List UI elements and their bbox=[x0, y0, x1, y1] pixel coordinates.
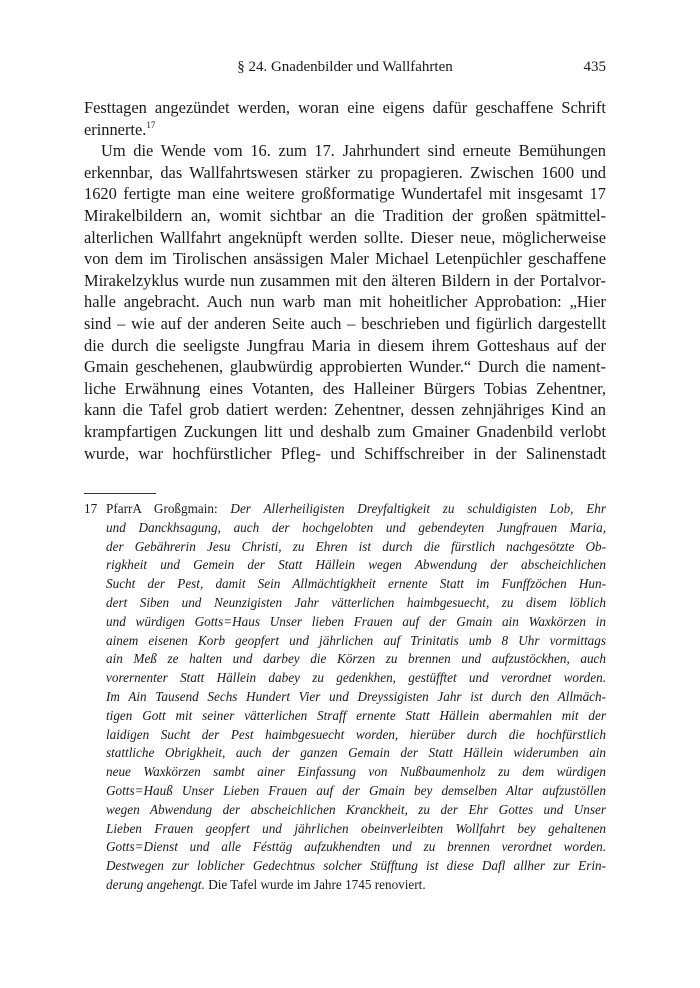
text-line: sind – wie auf der anderen Seite auch – beschrieben und figürlich dargestellt bbox=[84, 313, 606, 333]
text-line: kann die Tafel grob datiert werden: Zehentner, dessen zehnjähriges Kind an bbox=[84, 400, 606, 420]
body-text bbox=[84, 97, 606, 464]
text-line: Um die Wende vom 16. zum 17. Jahrhundert sind erneute Bemühungen bbox=[101, 141, 606, 161]
text-line: wurde, war hochfürstlicher Pfleg- und Schiffschreiber in der Salinenstadt bbox=[84, 443, 606, 463]
text-line: die durch die seeligste Jungfrau Maria in diesem ihrem Gotteshaus auf der bbox=[84, 335, 606, 355]
footnote-line: Im Ain Tausend Sechs Hundert Vier und Dreyssigisten Jahr ist durch den Allmäch- bbox=[106, 688, 606, 704]
footnote-line: stattliche Obrigkheit, auch der ganzen Gemain der Statt Hällein widerumben ain bbox=[106, 745, 606, 761]
footnote-body bbox=[106, 500, 606, 895]
text-line: krampfartigen Zuckungen litt und deshalb zum Gmainer Gnadenbild verlobt bbox=[84, 421, 606, 441]
footnote-reference[interactable]: 17 bbox=[146, 119, 156, 130]
footnote-line: Lieben Frauen geopfert und jährlichen obeinverleibten Wollfahrt bey gehaltenen bbox=[106, 820, 606, 836]
text-line: von dem im Tirolischen ansässigen Maler Michael Letenpüchler geschaffene bbox=[84, 249, 606, 269]
text-fragment: erinnerte. bbox=[84, 119, 147, 139]
footnote-line bbox=[106, 500, 606, 519]
running-head: § 24. Gnadenbilder und Wallfahrten bbox=[237, 59, 453, 75]
footnote-line: vorernenter Statt Hällein dabey zu gedenkhen, gestüfftet und verordnet worden. bbox=[106, 670, 606, 686]
footnote-line: laidigen Sucht der Pest haimbgesuecht worden, hierüber durch die hochfürstlich bbox=[106, 726, 606, 742]
page-header bbox=[84, 59, 606, 81]
footnote-line: Gotts=Dienst und alle Fésttäg aufzukhendten und zu brennen verordnet worden. bbox=[106, 839, 606, 855]
footnote-quote-end: derung angehengt. bbox=[106, 876, 205, 892]
text-line: Mirakelbildern an, womit sichtbar an die Tradition der großen spätmittel- bbox=[84, 205, 606, 225]
text-line: Gmain geschehenen, glaubwürdig approbierten Wunder.“ Durch die nament- bbox=[84, 357, 606, 377]
footnote-line: rigkheit und Gemein der Statt Hällein wegen Abwendung der abscheichlichen bbox=[106, 557, 606, 573]
footnote-divider bbox=[84, 493, 156, 494]
footnote-line: wegen Abwendung der abscheichlichen Kranckheit, zu der Ehr Gottes und Unser bbox=[106, 801, 606, 817]
text-line: alterlichen Wallfahrt angeknüpft werden sollte. Dieser neue, möglicherweise bbox=[84, 227, 606, 247]
text-line: 1620 fertigte man eine weitere großformatige Wundertafel mit insgesamt 17 bbox=[84, 184, 606, 204]
footnote-line: und würdigen Gotts=Haus Unser lieben Frauen auf der Gmain ain Waxkörzen in bbox=[106, 613, 606, 629]
text-line: Mirakelzyklus wurde nun zusammen mit den älteren Bildern in der Portalvor- bbox=[84, 270, 606, 290]
text-line: Festtagen angezündet werden, woran eine eigens dafür geschaffene Schrift bbox=[84, 98, 606, 117]
text-line: halle angebracht. Auch nun warb man mit hoheitlicher Approbation: „Hier bbox=[84, 292, 606, 312]
footnote-line: und Danckhsagung, auch der hochgelobten und gebendeyten Jungfrauen Maria, bbox=[106, 519, 606, 535]
footnote-line: ainem eisenen Korb geopfert und jährlichen auf Trinitatis umb 8 Uhr vormittags bbox=[106, 632, 606, 648]
footnote-closing: Die Tafel wurde im Jahre 1745 renoviert. bbox=[204, 876, 426, 892]
footnote-line: Gotts=Hauß Unser Lieben Frauen auf der Gmain bey demselben Altar aufzustöllen bbox=[106, 782, 606, 798]
footnote-line: tigen Gott mit seiner vätterlichen Straff ernente Statt Hällein abermahlen mit der bbox=[106, 707, 606, 723]
footnote-line: neue Waxkörzen sambt ainer Einfassung von Nußbaumenholz zu dem würdigen bbox=[106, 764, 606, 780]
footnote bbox=[84, 500, 606, 895]
footnote-line: Sucht der Pest, damit Sein Allmächtigkheit ernente Statt im Funffzöchen Hun- bbox=[106, 576, 606, 592]
footnote-number: 17 bbox=[84, 501, 98, 516]
footnote-line: Destwegen zur loblicher Gedechtnus solcher Stüfftung ist diese Dafl allher zur Erin- bbox=[106, 858, 606, 874]
footnote-source: PfarrA Großgmain: bbox=[106, 501, 231, 516]
page-number: 435 bbox=[583, 59, 606, 75]
footnote-line: ain Meß ze halten und darbey die Körzen zu brennen und aufzustöckhen, auch bbox=[106, 651, 606, 667]
footnote-line: dert Siben und Neunzigisten Jahr vätterlichen haimbgesuecht, zu disem löblich bbox=[106, 594, 606, 610]
text-line bbox=[84, 119, 606, 141]
text-line: erkennbar, das Wallfahrtswesen stärker zu propagieren. Zwischen 1600 und bbox=[84, 162, 606, 182]
text-line: liche Erwähnung eines Votanten, des Halleiner Bürgers Tobias Zehentner, bbox=[84, 378, 606, 398]
footnote-line bbox=[106, 876, 606, 895]
footnote-line: der Gebährerin Jesu Christi, zu Ehren ist durch die fürstlich nachgesötzte Ob- bbox=[106, 538, 606, 554]
footnote-quote: Der Allerheiligisten Dreyfaltigkeit zu schuldigisten Lob, Ehr bbox=[230, 501, 607, 516]
